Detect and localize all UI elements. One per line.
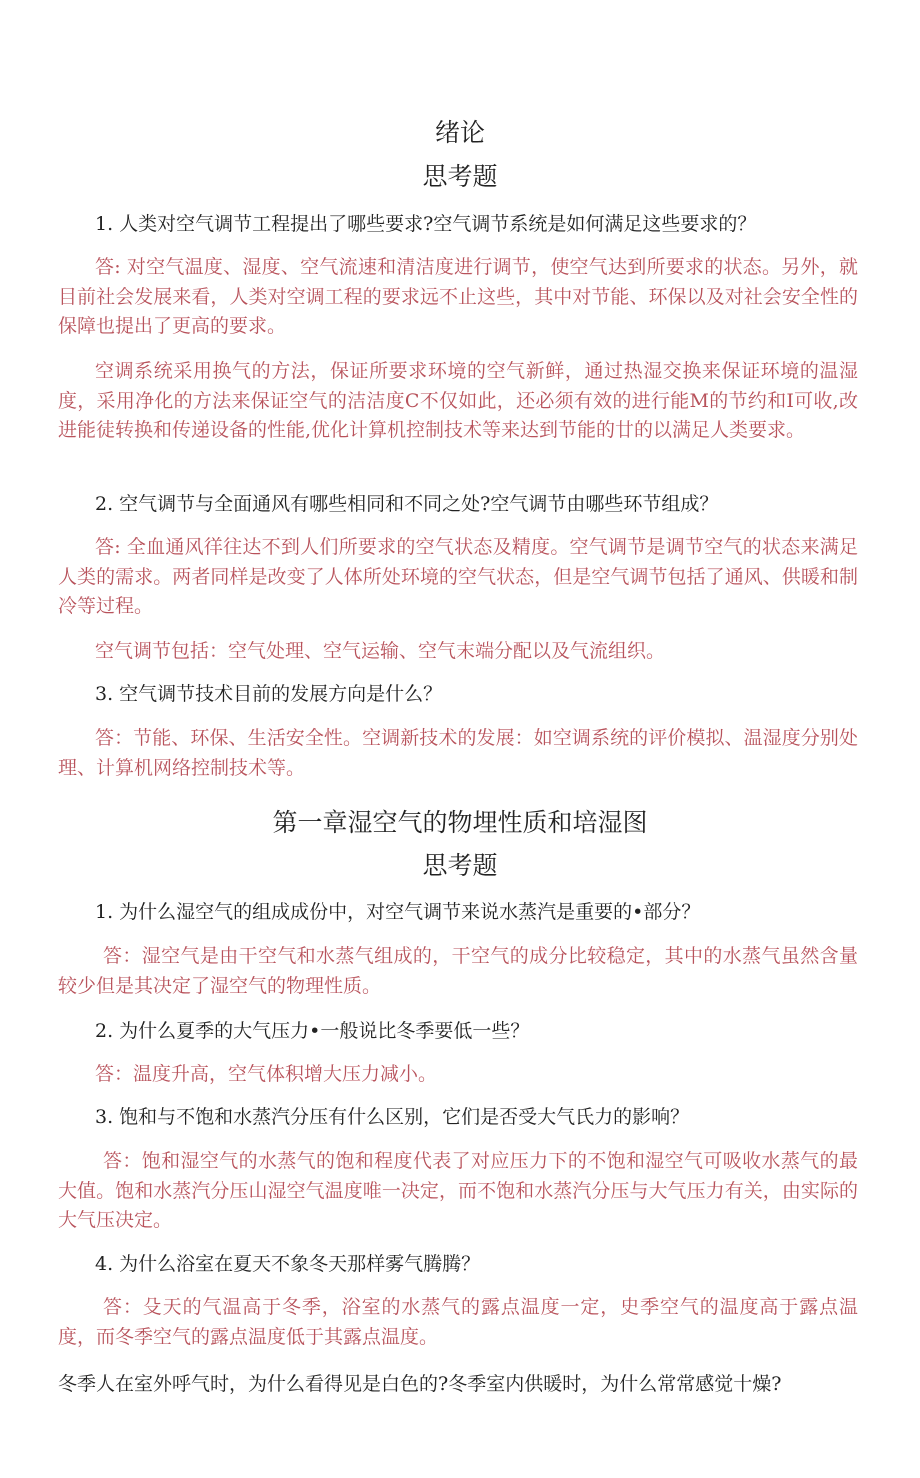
chapter1-answer-1: 答：湿空气是由干空气和水蒸气组成的，干空气的成分比较稳定，其中的水蒸气虽然含量较少但是其决定了湿空气的物理性质。: [58, 945, 858, 997]
intro-question-2: 2. 空气调节与全面通风有哪些相同和不同之处?空气调节由哪些环节组成？: [95, 493, 719, 515]
intro-title: 绪论: [434, 118, 485, 147]
chapter1-question-3: 3. 饱和与不饱和水蒸汽分压有什么区别，它们是否受大气氏力的影响？: [95, 1106, 690, 1128]
intro-question-3: 3. 空气调节技术目前的发展方向是什么？: [95, 683, 443, 705]
chapter1-question-4: 4. 为什么浴室在夏天不象冬天那样雾气腾腾？: [95, 1253, 481, 1275]
intro-answer-2-paragraph-2: 空气调节包括：空气处理、空气运输、空气末端分配以及气流组织。: [95, 640, 666, 662]
chapter1-title: 第一章湿空气的物埋性质和培湿图: [272, 808, 648, 837]
intro-answer-1-paragraph-1: 答: 对空气温度、湿度、空气流速和清洁度进行调节，使空气达到所要求的状态。另外，就目前社会发展来看，人类对空调工程的要求远不止这些，其中对节能、环保以及对社会安全性的保障也提出了更高的要求。: [58, 256, 858, 337]
intro-subtitle: 思考题: [422, 162, 498, 191]
intro-answer-1-paragraph-2: 空调系统采用换气的方法，保证所要求环境的空气新鲜，通过热湿交换来保证环境的温湿度，采用净化的方法来保证空气的洁洁度C不仅如此，还必须有效的进行能M的节约和I可收,改进能徒转换和传递设备的性能,优化计算机控制技术等来达到节能的廿的以满足人类要求。: [58, 360, 858, 441]
chapter1-question-5: 冬季人在室外呼气时，为什么看得见是白色的?冬季室内供暖时，为什么常常感觉十燥?: [58, 1373, 782, 1395]
intro-answer-2-paragraph-1: 答: 全血通风徉往达不到人们所要求的空气状态及精度。空气调节是调节空气的状态来满足人类的需求。两者同样是改变了人体所处环境的空气状态，但是空气调节包括了通风、供暖和制冷等过程。: [58, 536, 858, 617]
chapter1-answer-4: 答：殳天的气温高于冬季，浴室的水蒸气的露点温度一定，史季空气的温度高于露点温度，而冬季空气的露点温度低于其露点温度。: [58, 1296, 858, 1348]
intro-question-1: 1. 人类对空气调节工程提出了哪些要求?空气调节系统是如何满足这些要求的？: [95, 213, 757, 235]
intro-answer-3: 答：节能、环保、生活安全性。空调新技术的发展：如空调系统的评价模拟、温湿度分别处理、计算机网络控制技术等。: [58, 727, 858, 779]
chapter1-answer-2: 答：温度升高，空气体积增大压力减小。: [95, 1063, 438, 1085]
chapter1-question-2: 2. 为什么夏季的大气压力•一般说比冬季要低一些？: [95, 1020, 530, 1042]
chapter1-subtitle: 思考题: [422, 851, 498, 880]
chapter1-answer-3: 答：饱和湿空气的水蒸气的饱和程度代表了对应压力下的不饱和湿空气可吸收水蒸气的最大值。饱和水蒸汽分压山湿空气温度唯一决定，而不饱和水蒸汽分压与大气压力有关，由实际的大气压决定。: [58, 1150, 858, 1231]
chapter1-question-1: 1. 为什么湿空气的组成成份中，对空气调节来说水蒸汽是重要的•部分？: [95, 901, 701, 923]
